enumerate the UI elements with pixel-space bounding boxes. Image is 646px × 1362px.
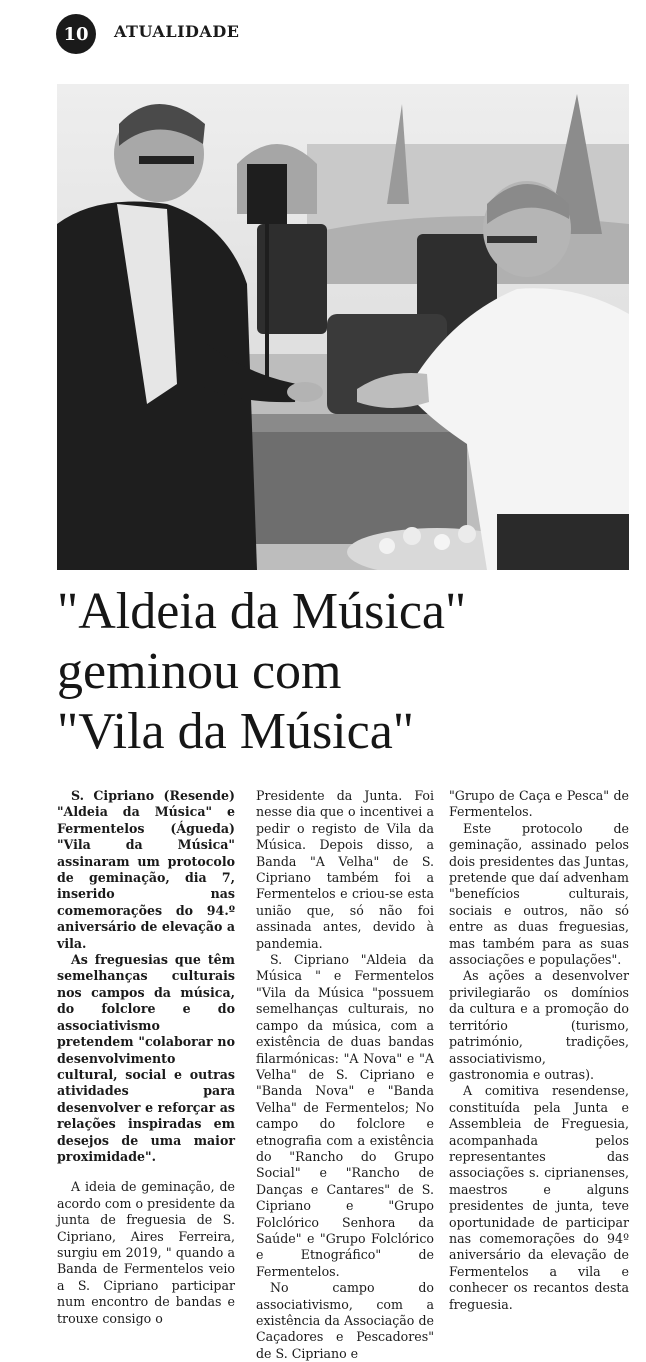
- paragraph: A comitiva resendense, constituída pela Junta e Assembleia de Freguesia, acompanhada pelos representantes das associações s. ciprianenses, maestros e alguns presidentes de junta, teve oportunidade de participar nas comemorações do 94º aniversário da elevação de Fermentelos a vila e conhecer os recantos desta freguesia.: [449, 1083, 629, 1312]
- paragraph: "Grupo de Caça e Pesca" de Fermentelos.: [449, 788, 629, 820]
- paragraph: Este protocolo de geminação, assinado pelos dois presidentes das Juntas, pretende que daí advenham "benefícios culturais, sociais e outros, não só entre as duas freguesias, mas também para as suas associações e populações".: [449, 820, 629, 968]
- headline-line-2: geminou com: [57, 643, 342, 700]
- paragraph: No campo do associativismo, com a existência da Associação de Caçadores e Pescadores" de S. Cipriano e: [256, 1280, 434, 1361]
- article-column-3: [449, 788, 629, 1313]
- headline-line-1: "Aldeia da Música": [57, 583, 467, 640]
- section-title: ATUALIDADE: [114, 22, 240, 41]
- paragraph: S. Cipriano "Aldeia da Música " e Fermentelos "Vila da Música "possuem semelhanças culturais, no campo da música, com a existência de duas bandas filarmónicas: "A Nova" e "A Velha" de S. Cipriano e "Banda Nova" e "Banda Velha" de Fermentelos; No campo do folclore e etnografia com a existência do "Rancho do Grupo Social" e "Rancho de Danças e Cantares" de S. Cipriano e "Grupo Folclórico Senhora da Saúde" e "Grupo Folclórico e Etnográfico" de Fermentelos.: [256, 952, 434, 1279]
- article-photo: [57, 84, 629, 570]
- headline-line-3: "Vila da Música": [57, 703, 415, 760]
- headline: [57, 582, 629, 762]
- lead-paragraph: S. Cipriano (Resende) "Aldeia da Música" e Fermentelos (Águeda) "Vila da Música" assinaram um protocolo de geminação, dia 7, inserido nas comemorações do 94.º aniversário de elevação a vila.: [57, 788, 235, 951]
- paragraph: As ações a desenvolver privilegiarão os domínios da cultura e a promoção do território (turismo, património, tradições, associativismo, gastronomia e outras).: [449, 968, 629, 1082]
- paragraph: As freguesias que têm semelhanças culturais nos campos da música, do folclore e do associativismo pretendem "colaborar no desenvolvimento cultural, social e outras atividades para desenvolver e reforçar as relações inspiradas em desejos de uma maior proximidade".: [57, 952, 235, 1164]
- article-column-1: [57, 788, 235, 1327]
- page-number-badge: 10: [56, 14, 96, 54]
- paragraph: A ideia de geminação, de acordo com o presidente da junta de freguesia de S. Cipriano, Aires Ferreira, surgiu em 2019, " quando a Banda de Fermentelos veio a S. Cipriano participar num encontro de bandas e trouxe consigo o: [57, 1179, 235, 1326]
- article-column-2: [256, 788, 434, 1362]
- paragraph: Presidente da Junta. Foi nesse dia que o incentivei a pedir o registo de Vila da Música. Depois disso, a Banda "A Velha" de S. Cipriano também foi a Fermentelos e criou-se esta união que, só não foi assinada antes, devido à pandemia.: [256, 788, 434, 951]
